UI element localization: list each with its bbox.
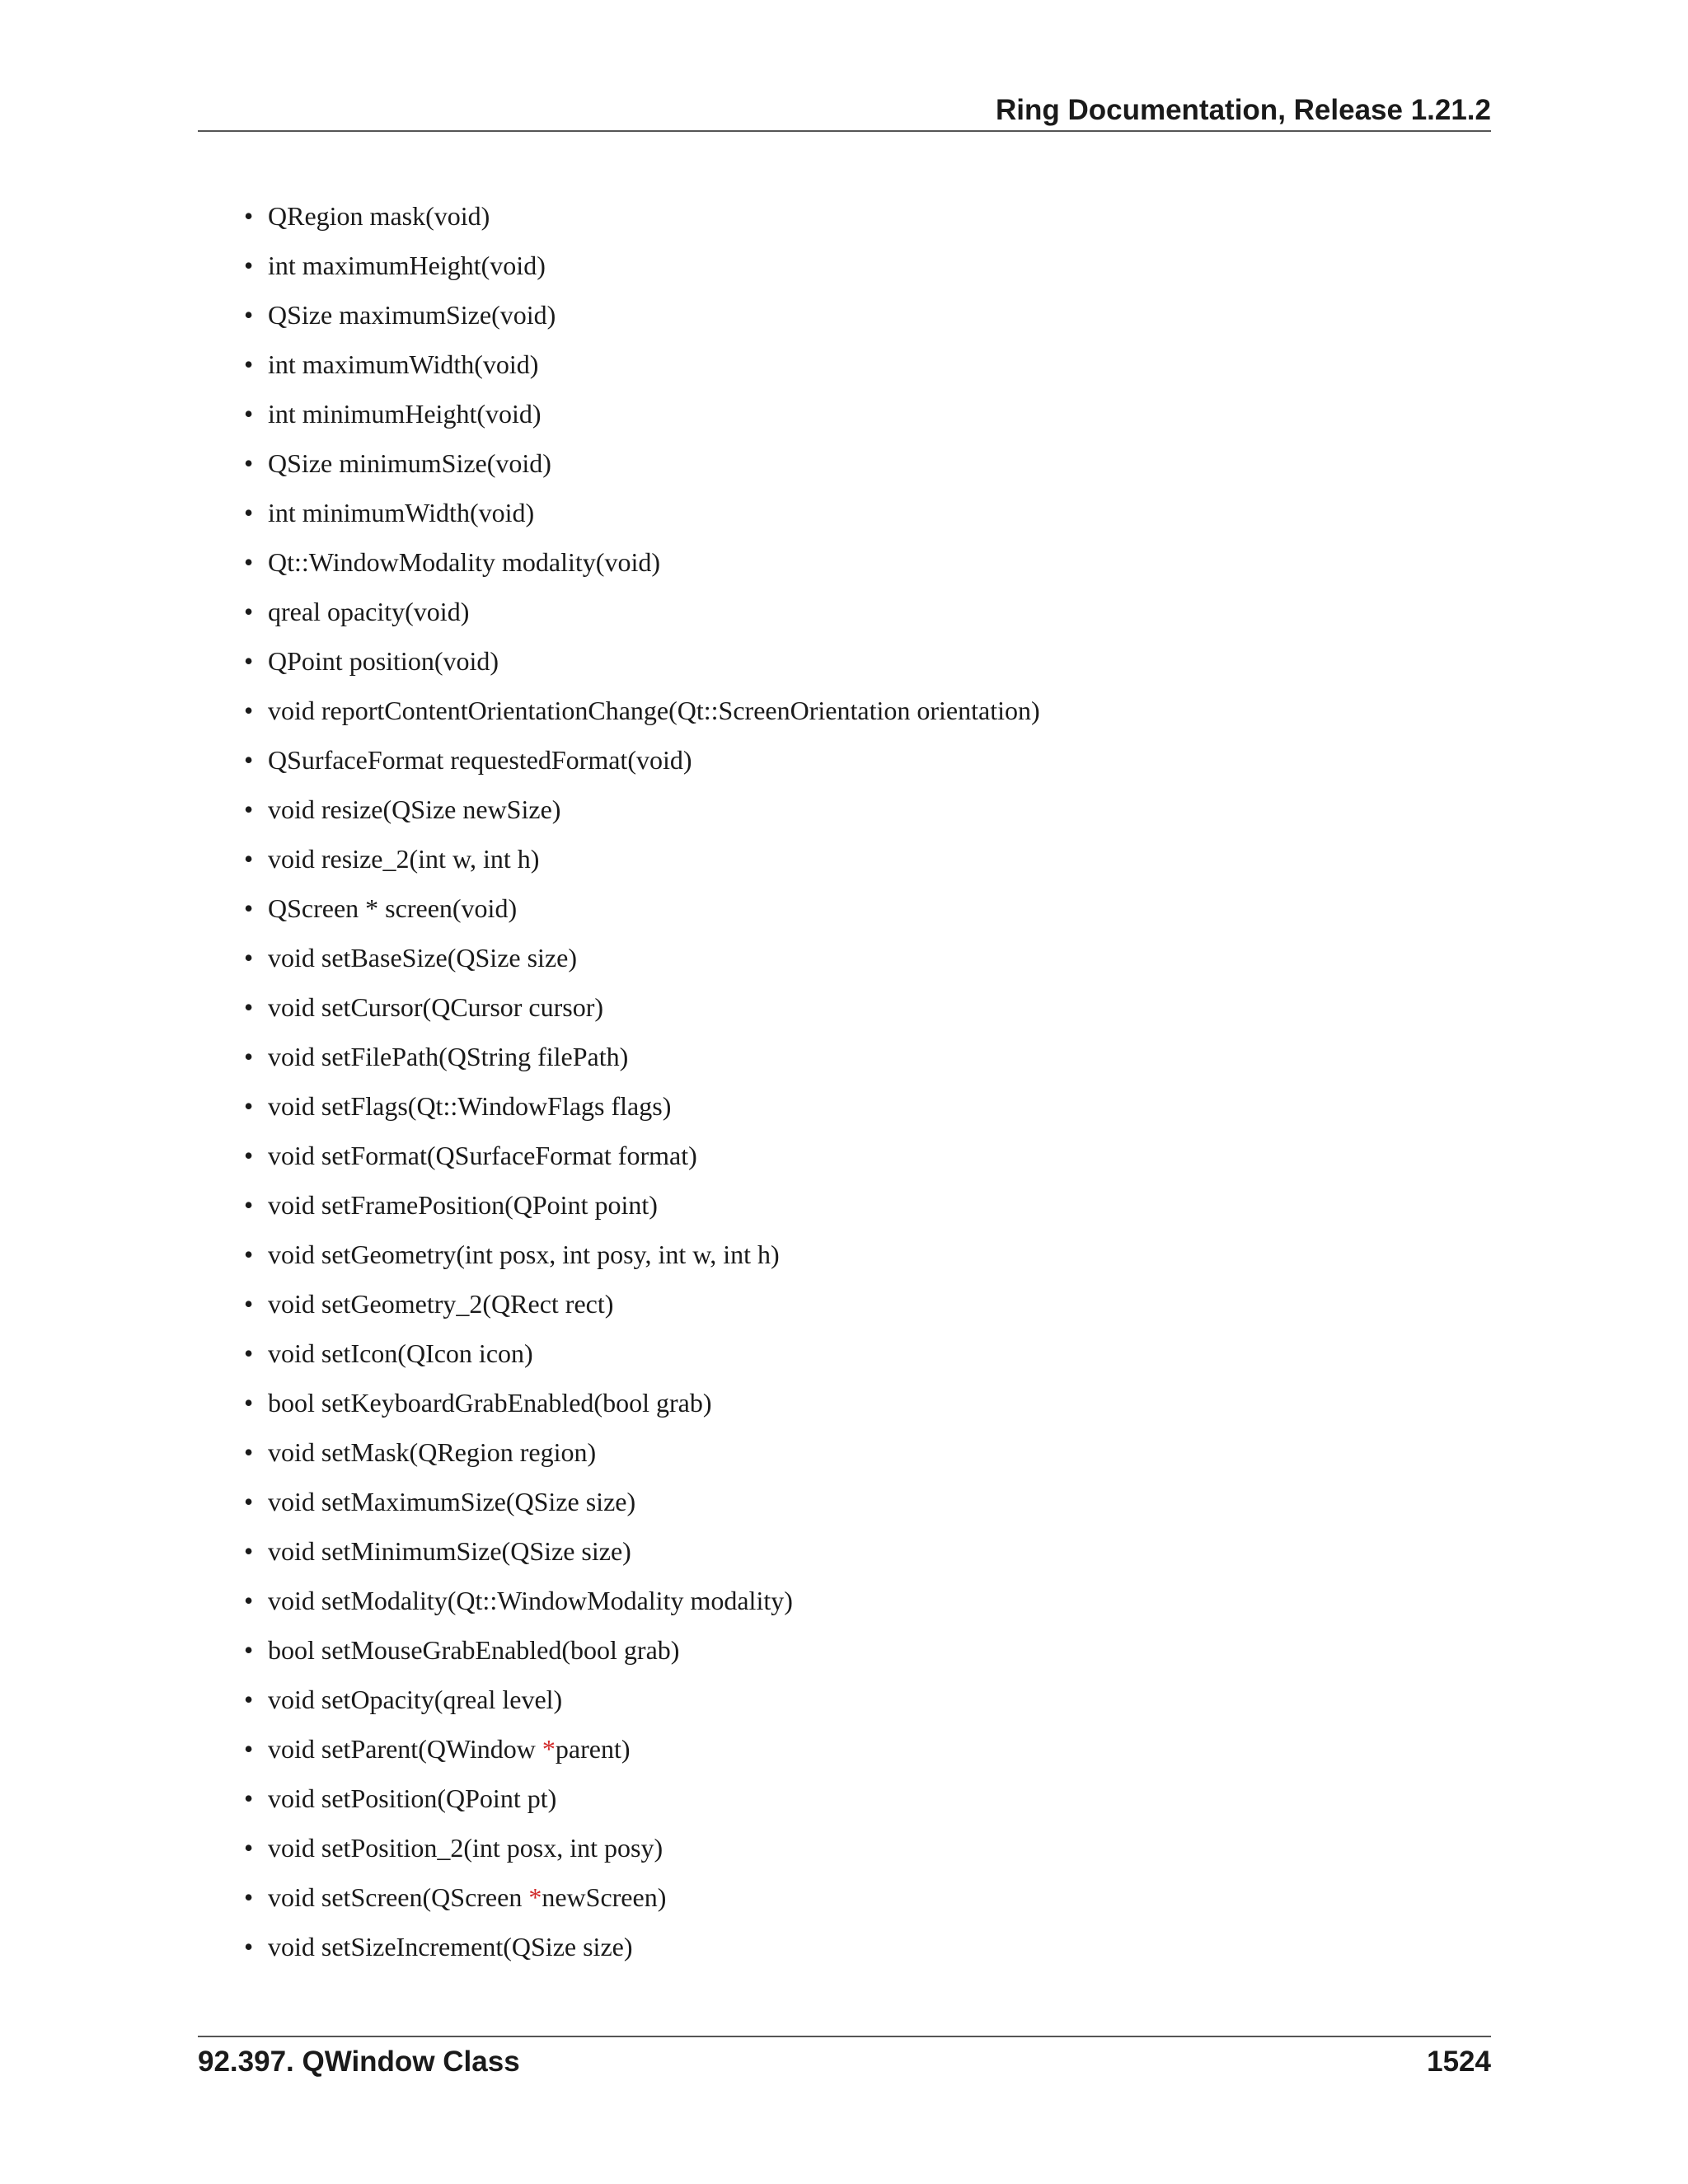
bullet-icon: • bbox=[244, 943, 254, 972]
list-item bbox=[239, 494, 1040, 544]
method-signature: QSize minimumSize(void) bbox=[268, 448, 551, 478]
bullet-icon: • bbox=[244, 1289, 254, 1319]
method-signature: void setGeometry_2(QRect rect) bbox=[268, 1289, 614, 1319]
method-signature: QPoint position(void) bbox=[268, 646, 499, 676]
list-item bbox=[239, 1088, 1040, 1137]
method-signature: int minimumWidth(void) bbox=[268, 498, 535, 527]
method-signature: void resize_2(int w, int h) bbox=[268, 844, 540, 874]
bullet-icon: • bbox=[244, 597, 254, 626]
document-title: Ring Documentation, Release 1.21.2 bbox=[995, 94, 1491, 126]
bullet-icon: • bbox=[244, 349, 254, 379]
list-item bbox=[239, 1434, 1040, 1483]
bullet-icon: • bbox=[244, 844, 254, 874]
list-item bbox=[239, 1780, 1040, 1830]
method-list bbox=[239, 198, 1040, 1978]
bullet-icon: • bbox=[244, 448, 254, 478]
list-item bbox=[239, 1632, 1040, 1681]
list-item bbox=[239, 396, 1040, 445]
method-signature: void setScreen(QScreen bbox=[268, 1882, 529, 1912]
list-item bbox=[239, 989, 1040, 1038]
method-signature: int minimumHeight(void) bbox=[268, 399, 542, 429]
method-signature-rest: parent) bbox=[555, 1734, 631, 1764]
list-item bbox=[239, 841, 1040, 890]
method-signature: void resize(QSize newSize) bbox=[268, 794, 561, 824]
list-item bbox=[239, 791, 1040, 841]
bullet-icon: • bbox=[244, 893, 254, 923]
pointer-asterisk: * bbox=[528, 1882, 542, 1912]
method-signature: void setGeometry(int posx, int posy, int w, int h) bbox=[268, 1240, 780, 1269]
bullet-icon: • bbox=[244, 1141, 254, 1170]
bullet-icon: • bbox=[244, 300, 254, 330]
method-signature: void setFormat(QSurfaceFormat format) bbox=[268, 1141, 697, 1170]
list-item bbox=[239, 346, 1040, 396]
bullet-icon: • bbox=[244, 1635, 254, 1665]
method-signature: int maximumWidth(void) bbox=[268, 349, 539, 379]
bullet-icon: • bbox=[244, 1240, 254, 1269]
method-signature: Qt::WindowModality modality(void) bbox=[268, 547, 660, 577]
page-header bbox=[198, 82, 1491, 132]
bullet-icon: • bbox=[244, 1783, 254, 1813]
bullet-icon: • bbox=[244, 1042, 254, 1071]
bullet-icon: • bbox=[244, 498, 254, 527]
bullet-icon: • bbox=[244, 1833, 254, 1863]
list-item bbox=[239, 643, 1040, 692]
method-signature: void setSizeIncrement(QSize size) bbox=[268, 1932, 633, 1961]
list-item bbox=[239, 742, 1040, 791]
method-signature: QSize maximumSize(void) bbox=[268, 300, 556, 330]
bullet-icon: • bbox=[244, 1586, 254, 1615]
list-item bbox=[239, 297, 1040, 346]
bullet-icon: • bbox=[244, 1685, 254, 1714]
list-item bbox=[239, 1582, 1040, 1632]
method-signature: void setOpacity(qreal level) bbox=[268, 1685, 563, 1714]
footer-divider bbox=[198, 2036, 1491, 2037]
bullet-icon: • bbox=[244, 1437, 254, 1467]
list-item bbox=[239, 1038, 1040, 1088]
list-item bbox=[239, 544, 1040, 593]
pointer-asterisk: * bbox=[542, 1734, 556, 1764]
list-item bbox=[239, 445, 1040, 494]
bullet-icon: • bbox=[244, 1388, 254, 1418]
method-signature: bool setKeyboardGrabEnabled(bool grab) bbox=[268, 1388, 712, 1418]
bullet-icon: • bbox=[244, 201, 254, 231]
method-signature: void setBaseSize(QSize size) bbox=[268, 943, 577, 972]
list-item bbox=[239, 1483, 1040, 1533]
list-item bbox=[239, 1137, 1040, 1187]
bullet-icon: • bbox=[244, 399, 254, 429]
bullet-icon: • bbox=[244, 1734, 254, 1764]
list-item bbox=[239, 1236, 1040, 1286]
bullet-icon: • bbox=[244, 992, 254, 1022]
method-signature: void setIcon(QIcon icon) bbox=[268, 1338, 533, 1368]
method-signature: void setCursor(QCursor cursor) bbox=[268, 992, 604, 1022]
method-signature: void setFlags(Qt::WindowFlags flags) bbox=[268, 1091, 672, 1121]
bullet-icon: • bbox=[244, 1882, 254, 1912]
list-item bbox=[239, 940, 1040, 989]
list-item bbox=[239, 1187, 1040, 1236]
method-signature: bool setMouseGrabEnabled(bool grab) bbox=[268, 1635, 680, 1665]
list-item bbox=[239, 593, 1040, 643]
list-item bbox=[239, 1731, 1040, 1780]
section-title: 92.397. QWindow Class bbox=[198, 2046, 520, 2078]
method-signature: void setFilePath(QString filePath) bbox=[268, 1042, 629, 1071]
page-number: 1524 bbox=[1427, 2046, 1491, 2078]
method-signature: void setMaximumSize(QSize size) bbox=[268, 1487, 636, 1516]
method-signature: void setModality(Qt::WindowModality modality) bbox=[268, 1586, 793, 1615]
method-signature: void setFramePosition(QPoint point) bbox=[268, 1190, 658, 1220]
list-item bbox=[239, 1681, 1040, 1731]
list-item bbox=[239, 1286, 1040, 1335]
method-signature: qreal opacity(void) bbox=[268, 597, 470, 626]
method-signature: QScreen * screen(void) bbox=[268, 893, 518, 923]
method-signature: void setMinimumSize(QSize size) bbox=[268, 1536, 631, 1566]
bullet-icon: • bbox=[244, 696, 254, 725]
list-item bbox=[239, 692, 1040, 742]
method-signature: QRegion mask(void) bbox=[268, 201, 490, 231]
list-item bbox=[239, 247, 1040, 297]
method-signature: void setParent(QWindow bbox=[268, 1734, 542, 1764]
list-item bbox=[239, 890, 1040, 940]
bullet-icon: • bbox=[244, 1091, 254, 1121]
list-item bbox=[239, 1335, 1040, 1385]
bullet-icon: • bbox=[244, 794, 254, 824]
list-item bbox=[239, 1929, 1040, 1978]
bullet-icon: • bbox=[244, 1932, 254, 1961]
bullet-icon: • bbox=[244, 251, 254, 280]
bullet-icon: • bbox=[244, 646, 254, 676]
method-signature: void setPosition(QPoint pt) bbox=[268, 1783, 557, 1813]
bullet-icon: • bbox=[244, 1190, 254, 1220]
list-item bbox=[239, 1385, 1040, 1434]
method-signature: void setMask(QRegion region) bbox=[268, 1437, 597, 1467]
list-item bbox=[239, 198, 1040, 247]
list-item bbox=[239, 1830, 1040, 1879]
bullet-icon: • bbox=[244, 1487, 254, 1516]
method-signature: void reportContentOrientationChange(Qt::ScreenOrientation orientation) bbox=[268, 696, 1040, 725]
bullet-icon: • bbox=[244, 1536, 254, 1566]
list-item bbox=[239, 1533, 1040, 1582]
bullet-icon: • bbox=[244, 547, 254, 577]
bullet-icon: • bbox=[244, 745, 254, 775]
method-signature: int maximumHeight(void) bbox=[268, 251, 546, 280]
method-signature: void setPosition_2(int posx, int posy) bbox=[268, 1833, 663, 1863]
method-signature: QSurfaceFormat requestedFormat(void) bbox=[268, 745, 692, 775]
method-signature-rest: newScreen) bbox=[542, 1882, 667, 1912]
bullet-icon: • bbox=[244, 1338, 254, 1368]
list-item bbox=[239, 1879, 1040, 1929]
